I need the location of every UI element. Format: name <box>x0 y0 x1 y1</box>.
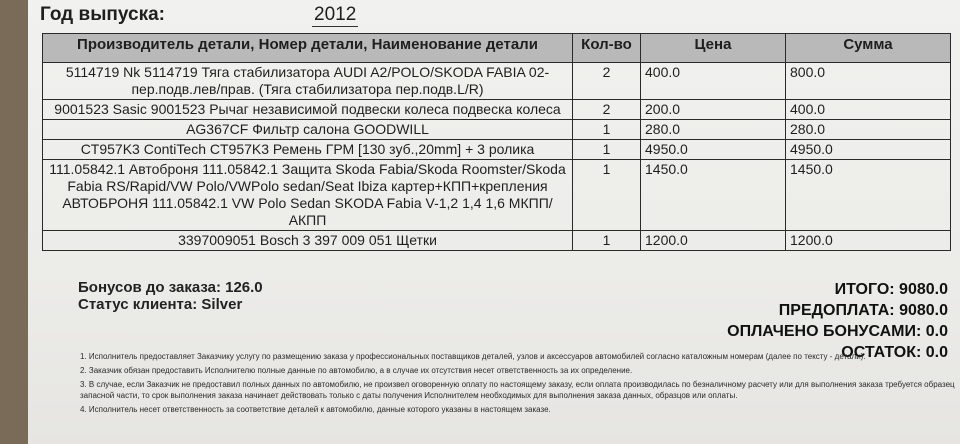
cell-price: 200.0 <box>641 100 786 120</box>
terms-notes <box>80 351 960 418</box>
cell-sum: 800.0 <box>786 63 951 100</box>
cell-price: 400.0 <box>641 63 786 100</box>
cell-name: 111.05842.1 Автоброня 111.05842.1 Защита Skoda Fabia/Skoda Roomster/Skoda Fabia RS/Rapid/VW Polo/VWPolo sedan/Seat Ibiza картер+КПП+крепления АВТОБРОНЯ 111.05842.1 VW Polo Sedan SKODA Fabia V-1,2 1,4 1,6 МКПП/АКПП <box>43 160 573 231</box>
column-header-price: Цена <box>641 34 786 63</box>
column-header-name: Производитель детали, Номер детали, Наименование детали <box>43 34 573 63</box>
cell-name: 9001523 Sasic 9001523 Рычаг независимой подвески колеса подвеска колеса <box>43 100 573 120</box>
table-row <box>43 120 951 140</box>
cell-sum: 280.0 <box>786 120 951 140</box>
cell-sum: 1200.0 <box>786 231 951 251</box>
cell-price: 1200.0 <box>641 231 786 251</box>
year-label: Год выпуска: <box>40 4 165 25</box>
terms-note: 1. Исполнитель предоставляет Заказчику услугу по размещению заказа у профессиональных поставщиков деталей, узлов и аксессуаров автомобилей согласно каталожным номерам (далее по тексту - детали). <box>80 352 866 361</box>
client-status: Статус клиента: Silver <box>78 296 243 313</box>
client-summary <box>78 279 263 313</box>
total-amount: ИТОГО: 9080.0 <box>834 281 948 298</box>
cell-name: 3397009051 Bosch 3 397 009 051 Щетки <box>43 231 573 251</box>
cell-sum: 1450.0 <box>786 160 951 231</box>
cell-price: 1450.0 <box>641 160 786 231</box>
cell-name: AG367CF Фильтр салона GOODWILL <box>43 120 573 140</box>
bonus-before-order: Бонусов до заказа: 126.0 <box>78 279 263 296</box>
cell-qty: 1 <box>573 140 641 160</box>
table-row <box>43 100 951 120</box>
year-value: 2012 <box>314 4 357 25</box>
prepaid-amount: ПРЕДОПЛАТА: 9080.0 <box>778 302 948 319</box>
table-row <box>43 140 951 160</box>
remainder-amount: ОСТАТОК: 0.0 <box>841 344 948 361</box>
cell-sum: 400.0 <box>786 100 951 120</box>
order-document <box>28 0 960 444</box>
cell-name: CT957K3 ContiTech CT957K3 Ремень ГРМ [130 зуб.,20mm] + 3 ролика <box>43 140 573 160</box>
terms-note: 2. Заказчик обязан предоставить Исполнителю полные данные по автомобилю, а в случае их отсутствия несет ответственность за их определение. <box>80 366 633 375</box>
table-row <box>43 160 951 231</box>
paid-by-bonus: ОПЛАЧЕНО БОНУСАМИ: 0.0 <box>727 323 948 340</box>
table-row <box>43 63 951 100</box>
items-table <box>42 33 951 251</box>
cell-price: 4950.0 <box>641 140 786 160</box>
cell-name: 5114719 Nk 5114719 Тяга стабилизатора AUDI A2/POLO/SKODA FABIA 02-пер.подв.лев/прав. (Тяга стабилизатора пер.подв.L/R) <box>43 63 573 100</box>
cell-qty: 2 <box>573 63 641 100</box>
cell-sum: 4950.0 <box>786 140 951 160</box>
column-header-sum: Сумма <box>786 34 951 63</box>
column-header-qty: Кол-во <box>573 34 641 63</box>
cell-qty: 1 <box>573 160 641 231</box>
cell-price: 280.0 <box>641 120 786 140</box>
table-row <box>43 231 951 251</box>
terms-note: 4. Исполнитель несет ответственность за соответствие деталей к автомобилю, данные которого указаны в настоящем заказе. <box>80 405 551 414</box>
cell-qty: 2 <box>573 100 641 120</box>
cell-qty: 1 <box>573 120 641 140</box>
cell-qty: 1 <box>573 231 641 251</box>
table-header-row <box>43 34 951 63</box>
terms-note: 3. В случае, если Заказчик не предоставил полных данных по автомобилю, не произвел оговоренную оплату по настоящему заказу, если оплата производилась по безналичному расчету или для выполнения заказа требуется образец запасной части, то срок выполнения заказа начинает действовать только с даты получения Исполнителем необходимых для выполнения заказа данных, образцов или оплаты. <box>80 380 955 400</box>
